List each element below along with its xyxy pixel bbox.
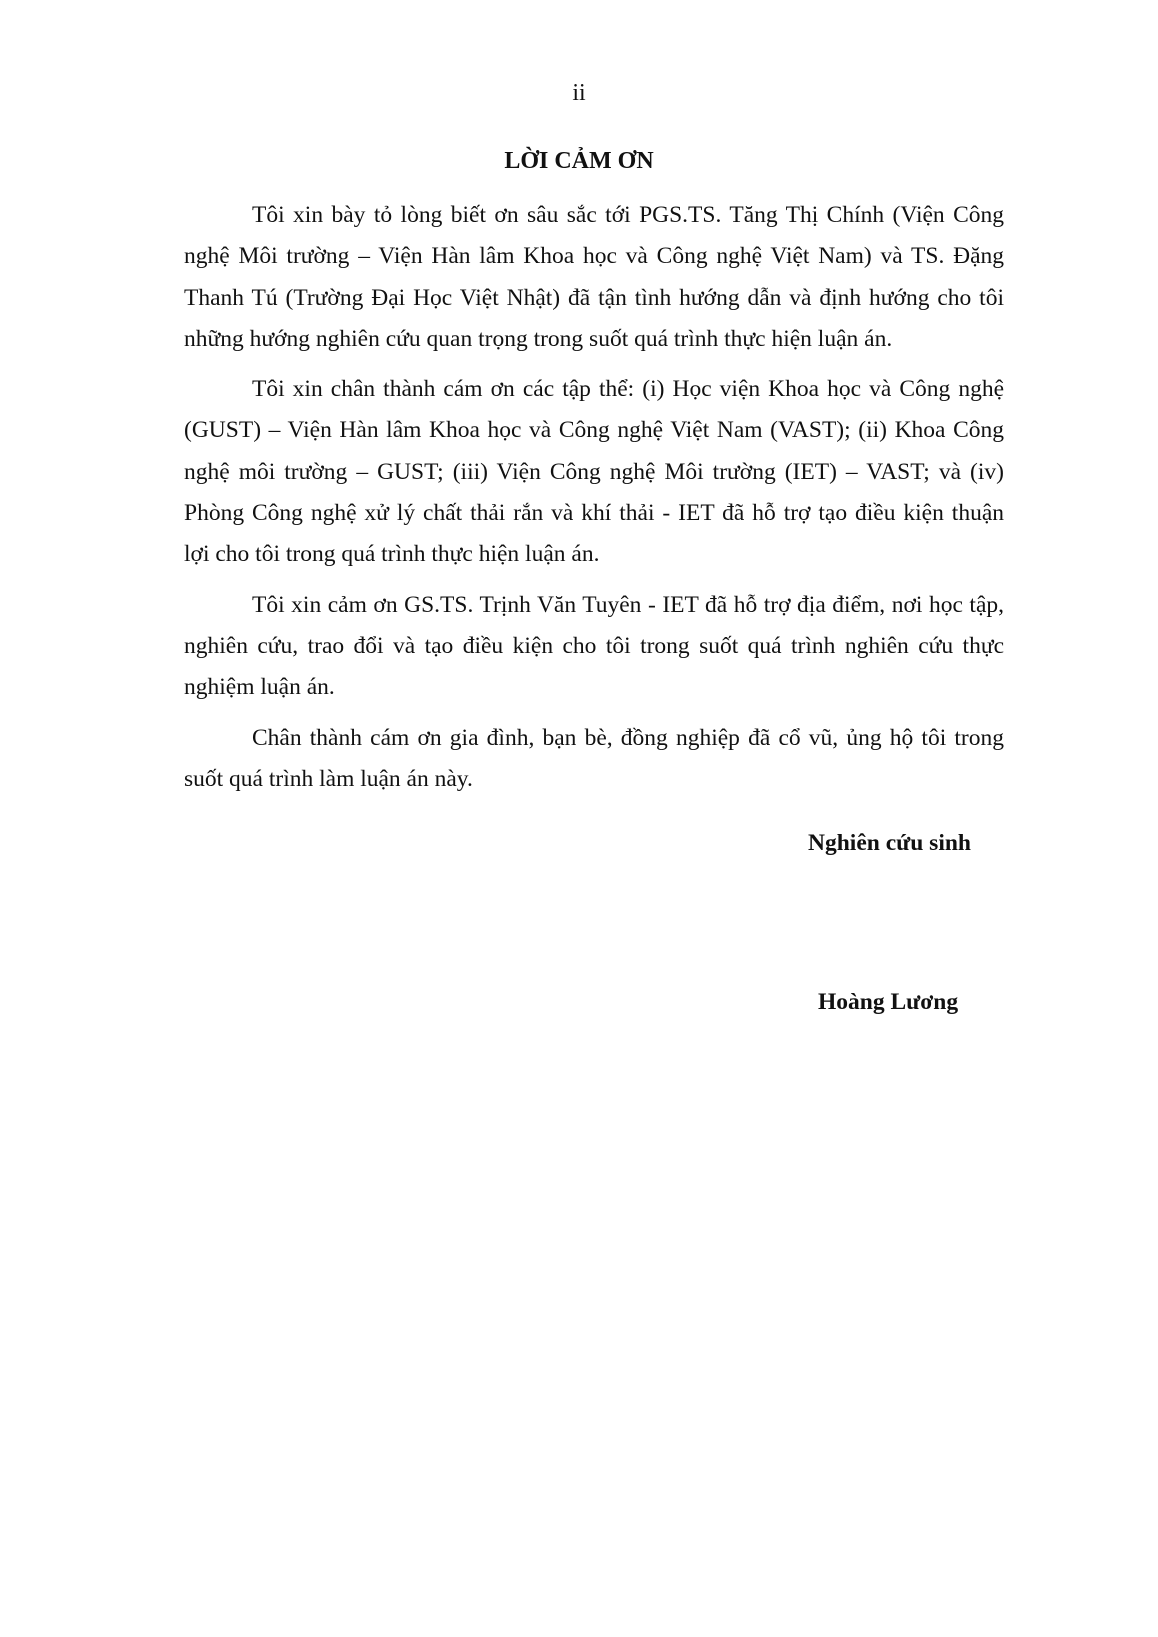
paragraph-2	[184, 369, 1004, 575]
paragraph-line: Tôi xin bày tỏ lòng biết ơn sâu sắc tới PGS.TS. Tăng Thị Chính (Viện Công	[252, 202, 1004, 228]
paragraph-3	[184, 585, 1004, 709]
paragraph-line: nghệ môi trường – GUST; (iii) Viện Công nghệ Môi trường (IET) – VAST; và (iv)	[184, 458, 1004, 485]
paragraph-line: Tôi xin cảm ơn GS.TS. Trịnh Văn Tuyên - IET đã hỗ trợ địa điểm, nơi học tập,	[252, 591, 1004, 618]
paragraph-line: những hướng nghiên cứu quan trọng trong suốt quá trình thực hiện luận án.	[184, 325, 893, 352]
paragraph-line: nghiên cứu, trao đổi và tạo điều kiện cho tôi trong suốt quá trình nghiên cứu thực	[184, 632, 1004, 659]
paragraph-line: suốt quá trình làm luận án này.	[184, 765, 473, 792]
page-number: ii	[572, 80, 586, 106]
acknowledgement-body	[184, 195, 1004, 809]
paragraph-1	[184, 195, 1004, 360]
paragraph-line: Thanh Tú (Trường Đại Học Việt Nhật) đã tận tình hướng dẫn và định hướng cho tôi	[184, 284, 1004, 311]
paragraph-4	[184, 718, 1004, 801]
paragraph-line: lợi cho tôi trong quá trình thực hiện luận án.	[184, 541, 600, 568]
paragraph-line: Phòng Công nghệ xử lý chất thải rắn và khí thải - IET đã hỗ trợ tạo điều kiện thuận	[184, 500, 1004, 527]
signature-role: Nghiên cứu sinh	[808, 830, 971, 856]
page-title: LỜI CẢM ƠN	[504, 148, 654, 174]
paragraph-line: (GUST) – Viện Hàn lâm Khoa học và Công nghệ Việt Nam (VAST); (ii) Khoa Công	[184, 417, 1004, 444]
signature-name: Hoàng Lương	[818, 989, 959, 1015]
paragraph-line: nghệ Môi trường – Viện Hàn lâm Khoa học và Công nghệ Việt Nam) và TS. Đặng	[184, 243, 1004, 270]
paragraph-line: Tôi xin chân thành cám ơn các tập thể: (i) Học viện Khoa học và Công nghệ	[252, 376, 1004, 403]
paragraph-line: Chân thành cám ơn gia đình, bạn bè, đồng nghiệp đã cổ vũ, ủng hộ tôi trong	[252, 724, 1004, 751]
paragraph-line: nghiệm luận án.	[184, 674, 335, 701]
